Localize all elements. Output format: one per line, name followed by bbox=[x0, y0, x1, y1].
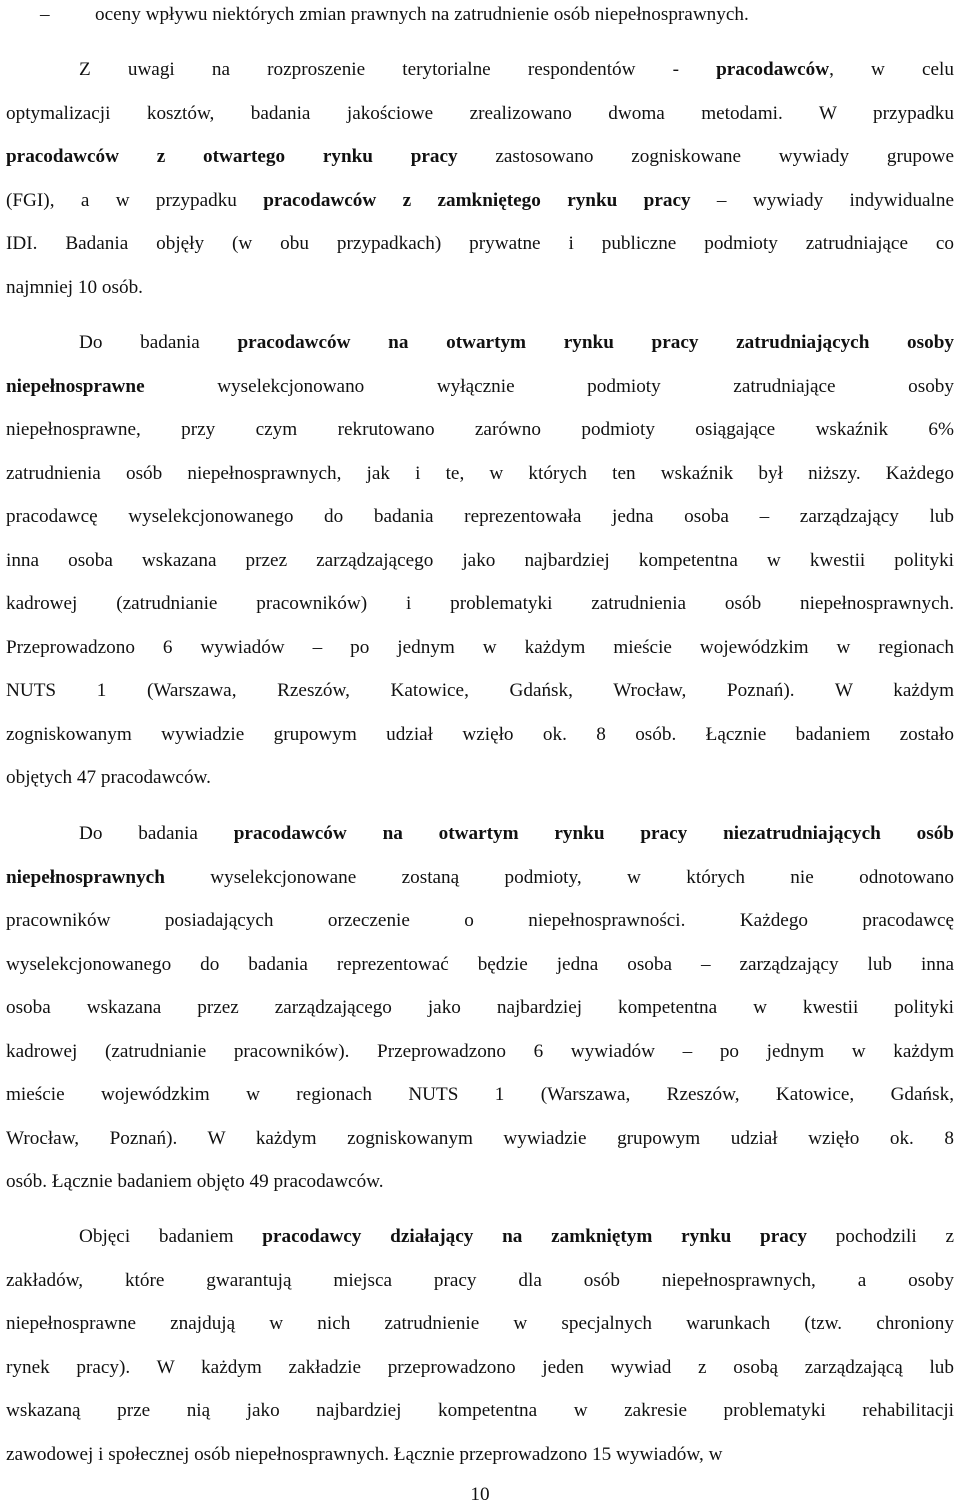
text-run: pochodzili z bbox=[806, 1226, 954, 1247]
text-run: optymalizacji kosztów, badania jakościowe zrealizowano dwoma metodami. W przypadku bbox=[6, 102, 954, 124]
text-line bbox=[6, 1215, 954, 1259]
text-line bbox=[6, 756, 954, 800]
text-run: wyselekcjonowano wyłącznie podmioty zatrudniające osoby bbox=[144, 375, 954, 397]
text-run: Do badania bbox=[79, 332, 238, 353]
text-run: Objęci badaniem bbox=[79, 1226, 263, 1247]
text-line bbox=[6, 899, 954, 943]
text-line bbox=[6, 452, 954, 496]
text-run: NUTS 1 (Warszawa, Rzeszów, Katowice, Gdańsk, Wrocław, Poznań). W każdym bbox=[6, 680, 954, 701]
text-run: zastosowano zogniskowane wywiady grupowe bbox=[457, 146, 954, 167]
paragraph-4 bbox=[6, 1215, 954, 1476]
text-run: osoba wskazana przez zarządzającego jako najbardziej kompetentna w kwestii polityki bbox=[6, 997, 954, 1018]
text-run: niepełnosprawne znajdują w nich zatrudnienie w specjalnych warunkach (tzw. chroniony bbox=[6, 1313, 954, 1334]
text-run: rynek pracy). W każdym zakładzie przeprowadzono jeden wywiad z osobą zarządzającą lub bbox=[6, 1356, 954, 1378]
text-run: inna osoba wskazana przez zarządzającego jako najbardziej kompetentna w kwestii polityki bbox=[6, 549, 954, 571]
text-line bbox=[6, 582, 954, 626]
text-line bbox=[6, 539, 954, 583]
text-run: – wywiady indywidualne bbox=[690, 189, 954, 211]
text-line bbox=[6, 1073, 954, 1117]
text-run: pracodawcę wyselekcjonowanego do badania reprezentowała jedna osoba – zarządzający lub bbox=[6, 506, 954, 527]
bold-text: pracodawców na otwartym rynku pracy niezatrudniających osób bbox=[233, 823, 954, 844]
text-run: Do badania bbox=[79, 823, 234, 844]
text-run: wyselekcjonowanego do badania reprezentować będzie jedna osoba – zarządzający lub inna bbox=[6, 953, 954, 975]
bold-text: pracodawców z otwartego rynku pracy bbox=[6, 146, 458, 167]
text-run: zatrudnienia osób niepełnosprawnych, jak i te, w których ten wskaźnik był niższy. Każdego bbox=[6, 462, 954, 484]
text-line bbox=[6, 1389, 954, 1433]
text-run: mieście wojewódzkim w regionach NUTS 1 (Warszawa, Rzeszów, Katowice, Gdańsk, bbox=[6, 1084, 954, 1105]
text-line bbox=[6, 135, 954, 179]
text-run: osób. Łącznie badaniem objęto 49 pracodawców. bbox=[6, 1171, 384, 1192]
paragraph-3 bbox=[6, 812, 954, 1204]
text-run: (FGI), a w przypadku bbox=[6, 189, 264, 211]
text-line bbox=[6, 1302, 954, 1346]
paragraph-1 bbox=[6, 48, 954, 309]
text-line bbox=[6, 408, 954, 452]
text-run: objętych 47 pracodawców. bbox=[6, 767, 211, 788]
page-number: 10 bbox=[470, 1484, 490, 1505]
text-line bbox=[6, 48, 954, 92]
text-line bbox=[6, 1346, 954, 1390]
text-run: kadrowej (zatrudnianie pracowników) i problematyki zatrudnienia osób niepełnosprawnych. bbox=[6, 593, 954, 614]
text-run: IDI. Badania objęły (w obu przypadkach) prywatne i publiczne podmioty zatrudniające co bbox=[6, 233, 954, 254]
text-line bbox=[6, 669, 954, 713]
text-run: Z uwagi na rozproszenie terytorialne respondentów - bbox=[79, 59, 717, 80]
text-line bbox=[6, 1433, 954, 1477]
text-run: Wrocław, Poznań). W każdym zogniskowanym wywiadzie grupowym udział wzięło ok. 8 bbox=[6, 1127, 954, 1149]
bullet-text: oceny wpływu niektórych zmian prawnych na zatrudnienie osób niepełnosprawnych. bbox=[95, 4, 749, 25]
text-run: kadrowej (zatrudnianie pracowników). Przeprowadzono 6 wywiadów – po jednym w każdym bbox=[6, 1040, 954, 1062]
text-run: pracowników posiadających orzeczenie o niepełnosprawności. Każdego pracodawcę bbox=[6, 910, 954, 931]
text-line bbox=[6, 495, 954, 539]
bold-text: pracodawców na otwartym rynku pracy zatrudniających osoby bbox=[237, 332, 954, 353]
bullet-dash: – bbox=[40, 4, 50, 25]
text-run: zogniskowanym wywiadzie grupowym udział wzięło ok. 8 osób. Łącznie badaniem zostało bbox=[6, 723, 954, 745]
text-line bbox=[6, 626, 954, 670]
text-line bbox=[6, 812, 954, 856]
text-line bbox=[6, 986, 954, 1030]
text-line bbox=[6, 1160, 954, 1204]
text-line bbox=[6, 179, 954, 223]
text-line bbox=[6, 92, 954, 136]
bold-text: niepełnosprawne bbox=[6, 375, 145, 397]
text-line bbox=[6, 321, 954, 365]
text-line bbox=[6, 943, 954, 987]
text-run: zakładów, które gwarantują miejsca pracy dla osób niepełnosprawnych, a osoby bbox=[6, 1269, 954, 1291]
bold-text: pracodawców bbox=[716, 59, 830, 80]
bold-text: niepełnosprawnych bbox=[6, 866, 165, 888]
bold-text: pracodawców z zamkniętego rynku pracy bbox=[263, 189, 691, 211]
paragraph-2 bbox=[6, 321, 954, 800]
text-run: Przeprowadzono 6 wywiadów – po jednym w każdym mieście wojewódzkim w regionach bbox=[6, 636, 954, 658]
bold-text: pracodawcy działający na zamkniętym rynku pracy bbox=[262, 1226, 807, 1247]
text-run: zawodowej i społecznej osób niepełnosprawnych. Łącznie przeprowadzono 15 wywiadów, w bbox=[6, 1443, 723, 1465]
text-run: , w celu bbox=[829, 59, 954, 80]
text-run: najmniej 10 osób. bbox=[6, 276, 143, 298]
text-line bbox=[6, 1259, 954, 1303]
text-run: wskazaną prze nią jako najbardziej kompetentna w zakresie problematyki rehabilitacji bbox=[6, 1400, 954, 1421]
text-line bbox=[6, 1117, 954, 1161]
text-line bbox=[6, 1030, 954, 1074]
text-line bbox=[6, 222, 954, 266]
text-run: niepełnosprawne, przy czym rekrutowano zarówno podmioty osiągające wskaźnik 6% bbox=[6, 419, 954, 440]
text-line bbox=[6, 713, 954, 757]
text-run: wyselekcjonowane zostaną podmioty, w których nie odnotowano bbox=[164, 866, 954, 888]
text-line bbox=[6, 365, 954, 409]
text-line bbox=[6, 856, 954, 900]
text-line bbox=[6, 266, 954, 310]
